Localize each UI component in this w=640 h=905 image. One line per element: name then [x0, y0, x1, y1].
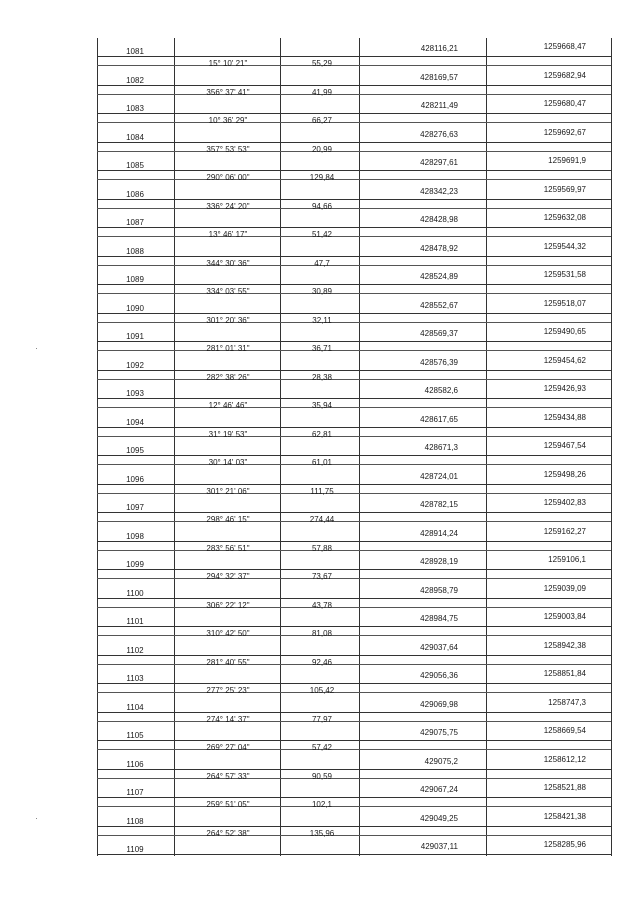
- segment-distance: 57,88: [311, 543, 333, 553]
- segment-distance: 73,67: [311, 572, 333, 581]
- row-rule: [97, 541, 611, 542]
- point-number: 1103: [126, 674, 144, 683]
- x-coordinate: 428582,6: [424, 386, 458, 395]
- point-number: 1107: [126, 788, 144, 797]
- bearing-angle: 301° 21' 06": [206, 486, 250, 496]
- bearing-angle: 274° 14' 37": [206, 714, 250, 724]
- point-number: 1105: [126, 731, 144, 740]
- bearing-angle: 12° 46' 46": [208, 401, 248, 410]
- x-coordinate: 428958,79: [420, 585, 458, 595]
- y-coordinate: 1259682,94: [543, 70, 586, 80]
- x-coordinate: 429067,24: [420, 785, 458, 794]
- row-rule: [97, 769, 611, 770]
- bearing-angle: 281° 01' 31": [206, 344, 250, 353]
- bearing-angle: 344° 30' 36": [206, 258, 250, 268]
- point-number: 1090: [126, 303, 144, 313]
- y-coordinate: 1259680,47: [543, 99, 586, 108]
- point-number: 1091: [126, 332, 144, 341]
- y-coordinate: 1258285,96: [543, 840, 586, 849]
- y-coordinate: 1259569,97: [543, 184, 586, 194]
- segment-distance: 47,7: [314, 258, 330, 268]
- x-coordinate: 429049,25: [420, 813, 458, 823]
- y-coordinate: 1259426,93: [543, 384, 586, 393]
- row-rule: [97, 484, 611, 485]
- column-rule: [611, 38, 612, 856]
- y-coordinate: 1258851,84: [543, 669, 586, 678]
- segment-distance: 92,46: [311, 657, 333, 667]
- segment-distance: 35,94: [311, 401, 333, 410]
- segment-distance: 274,44: [309, 515, 335, 524]
- segment-distance: 111,75: [310, 486, 334, 496]
- row-rule: [97, 512, 611, 513]
- row-rule: [97, 284, 611, 285]
- segment-distance: 81,08: [311, 629, 333, 638]
- column-rule: [174, 38, 175, 856]
- segment-distance: 55,29: [311, 59, 333, 68]
- x-coordinate: 429075,2: [424, 756, 458, 766]
- row-rule: [97, 797, 611, 798]
- segment-distance: 20,99: [311, 144, 333, 154]
- point-number: 1087: [126, 218, 144, 227]
- point-number: 1094: [126, 417, 144, 427]
- bearing-angle: 277° 25' 23": [206, 686, 250, 695]
- segment-distance: 129,84: [309, 173, 335, 182]
- point-number: 1082: [126, 75, 144, 85]
- bearing-angle: 13° 46' 17": [208, 230, 248, 239]
- x-coordinate: 429075,75: [420, 728, 458, 737]
- point-number: 1099: [126, 560, 144, 569]
- x-coordinate: 428576,39: [420, 357, 458, 367]
- segment-distance: 41,99: [311, 87, 333, 97]
- x-coordinate: 428342,23: [420, 186, 458, 196]
- point-number: 1109: [126, 845, 144, 854]
- segment-distance: 66,27: [311, 116, 333, 125]
- y-coordinate: 1259434,88: [543, 412, 586, 422]
- y-coordinate: 1259691,9: [548, 156, 586, 165]
- x-coordinate: 428671,3: [424, 443, 458, 452]
- y-coordinate: 1259632,08: [543, 213, 586, 222]
- segment-distance: 36,71: [311, 344, 333, 353]
- point-number: 1097: [126, 503, 144, 512]
- x-coordinate: 428724,01: [420, 471, 458, 481]
- point-number: 1089: [126, 275, 144, 284]
- y-coordinate: 1259498,26: [543, 469, 586, 479]
- row-rule: [97, 854, 611, 855]
- column-rule: [97, 38, 98, 856]
- row-rule: [97, 256, 611, 257]
- segment-distance: 43,78: [311, 600, 333, 610]
- x-coordinate: 428276,63: [420, 129, 458, 139]
- y-coordinate: 1258421,38: [543, 811, 586, 821]
- row-rule: [97, 113, 611, 114]
- bearing-angle: 259° 51' 05": [206, 800, 250, 809]
- row-rule: [97, 370, 611, 371]
- y-coordinate: 1258942,38: [543, 640, 586, 650]
- x-coordinate: 429069,98: [420, 699, 458, 709]
- y-coordinate: 1259668,47: [543, 42, 586, 51]
- point-number: 1081: [126, 47, 144, 56]
- point-number: 1108: [126, 816, 144, 826]
- x-coordinate: 428428,98: [420, 215, 458, 224]
- y-coordinate: 1259544,32: [543, 241, 586, 251]
- row-rule: [97, 740, 611, 741]
- bearing-angle: 282° 38' 26": [206, 372, 250, 382]
- bearing-angle: 336° 24' 20": [206, 201, 250, 211]
- x-coordinate: 428116,21: [420, 44, 458, 53]
- y-coordinate: 1259039,09: [543, 583, 586, 593]
- x-coordinate: 428478,92: [420, 243, 458, 253]
- y-coordinate: 1258669,54: [543, 726, 586, 735]
- y-coordinate: 1258747,3: [548, 697, 586, 707]
- bearing-angle: 357° 53' 53": [206, 144, 250, 154]
- row-rule: [97, 85, 611, 86]
- bearing-angle: 15° 10' 21": [208, 59, 248, 68]
- point-number: 1102: [126, 645, 144, 655]
- point-number: 1084: [126, 132, 144, 142]
- y-coordinate: 1258612,12: [543, 754, 586, 764]
- y-coordinate: 1259106,1: [548, 555, 586, 564]
- x-coordinate: 428782,15: [420, 500, 458, 509]
- segment-distance: 94,66: [311, 201, 333, 211]
- point-number: 1095: [126, 446, 144, 455]
- x-coordinate: 429056,36: [420, 671, 458, 680]
- row-rule: [97, 598, 611, 599]
- row-rule: [97, 569, 611, 570]
- y-coordinate: 1259402,83: [543, 498, 586, 507]
- segment-distance: 57,42: [311, 743, 333, 752]
- segment-distance: 105,42: [309, 686, 335, 695]
- bearing-angle: 30° 14' 03": [208, 458, 248, 467]
- x-coordinate: 428617,65: [420, 414, 458, 424]
- point-number: 1100: [126, 588, 144, 598]
- scan-mark: [36, 818, 37, 819]
- y-coordinate: 1259162,27: [543, 526, 586, 536]
- row-rule: [97, 655, 611, 656]
- point-number: 1086: [126, 189, 144, 199]
- y-coordinate: 1259490,65: [543, 327, 586, 336]
- segment-distance: 135,96: [309, 828, 335, 838]
- row-rule: [97, 626, 611, 627]
- bearing-angle: 269° 27' 04": [206, 743, 250, 752]
- bearing-angle: 281° 40' 55": [206, 657, 250, 667]
- bearing-angle: 298° 46' 15": [206, 515, 250, 524]
- row-rule: [97, 826, 611, 827]
- segment-distance: 51,42: [311, 230, 333, 239]
- segment-distance: 32,11: [312, 315, 332, 325]
- x-coordinate: 428169,57: [420, 72, 458, 82]
- y-coordinate: 1259454,62: [543, 355, 586, 365]
- x-coordinate: 428552,67: [420, 300, 458, 310]
- bearing-angle: 334° 03' 55": [206, 287, 250, 296]
- x-coordinate: 428928,19: [420, 557, 458, 566]
- row-rule: [97, 712, 611, 713]
- scan-mark: [36, 348, 37, 349]
- x-coordinate: 428984,75: [420, 614, 458, 623]
- point-number: 1092: [126, 360, 144, 370]
- bearing-angle: 10° 36' 29": [208, 116, 248, 125]
- x-coordinate: 428211,49: [420, 101, 458, 110]
- row-rule: [97, 455, 611, 456]
- bearing-angle: 294° 32' 37": [206, 572, 250, 581]
- x-coordinate: 428524,89: [420, 272, 458, 281]
- point-number: 1083: [126, 104, 144, 113]
- row-rule: [97, 227, 611, 228]
- segment-distance: 30,89: [311, 287, 333, 296]
- segment-distance: 28,38: [311, 372, 333, 382]
- bearing-angle: 290° 06' 00": [206, 173, 250, 182]
- row-rule: [97, 142, 611, 143]
- point-number: 1088: [126, 246, 144, 256]
- point-number: 1085: [126, 161, 144, 170]
- bearing-angle: 264° 57' 33": [206, 771, 250, 781]
- x-coordinate: 429037,64: [420, 642, 458, 652]
- point-number: 1096: [126, 474, 144, 484]
- point-number: 1101: [126, 617, 144, 626]
- y-coordinate: 1259692,67: [543, 127, 586, 137]
- row-rule: [97, 313, 611, 314]
- y-coordinate: 1259531,58: [543, 270, 586, 279]
- y-coordinate: 1259003,84: [543, 612, 586, 621]
- row-rule: [97, 683, 611, 684]
- bearing-angle: 301° 20' 36": [206, 315, 250, 325]
- row-rule: [97, 398, 611, 399]
- point-number: 1104: [126, 702, 144, 712]
- column-rule: [359, 38, 360, 856]
- row-rule: [97, 341, 611, 342]
- bearing-angle: 306° 22' 12": [206, 600, 250, 610]
- segment-distance: 61,01: [311, 458, 333, 467]
- segment-distance: 77,97: [311, 714, 333, 724]
- bearing-angle: 310° 42' 50": [206, 629, 250, 638]
- point-number: 1106: [126, 759, 144, 769]
- row-rule: [97, 199, 611, 200]
- y-coordinate: 1258521,88: [543, 783, 586, 792]
- column-rule: [280, 38, 281, 856]
- row-rule: [97, 170, 611, 171]
- row-rule: [97, 427, 611, 428]
- x-coordinate: 429037,11: [420, 842, 458, 851]
- segment-distance: 62,81: [311, 429, 333, 439]
- x-coordinate: 428914,24: [420, 528, 458, 538]
- bearing-angle: 356° 37' 41": [206, 87, 250, 97]
- x-coordinate: 428297,61: [420, 158, 458, 167]
- bearing-angle: 264° 52' 38": [206, 828, 250, 838]
- point-number: 1093: [126, 389, 144, 398]
- bearing-angle: 283° 56' 51": [206, 543, 250, 553]
- row-rule: [97, 56, 611, 57]
- point-number: 1098: [126, 531, 144, 541]
- y-coordinate: 1259467,54: [543, 441, 586, 450]
- y-coordinate: 1259518,07: [543, 298, 586, 308]
- segment-distance: 102,1: [311, 800, 333, 809]
- segment-distance: 90,59: [311, 771, 333, 781]
- bearing-angle: 31° 19' 53": [208, 429, 248, 439]
- x-coordinate: 428569,37: [420, 329, 458, 338]
